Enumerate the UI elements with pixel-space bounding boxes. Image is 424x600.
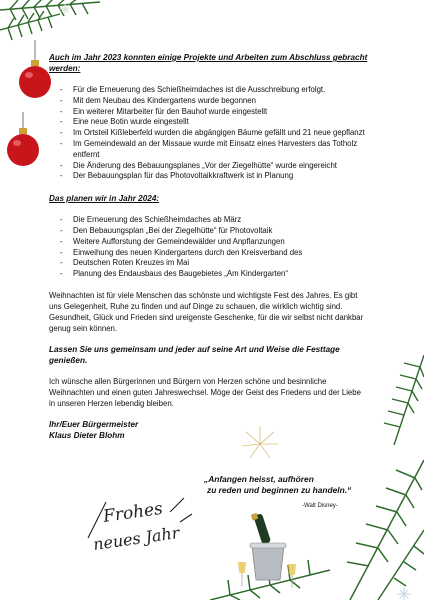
signature-name: Klaus Dieter Blohm: [49, 430, 125, 440]
list-item: - Planung des Endausbaus des Baugebietes „Am Kindergarten“: [60, 269, 288, 279]
letter-body: [49, 52, 369, 441]
list-item: - Weitere Aufforstung der Gemeindewälder und Anpflanzungen: [60, 236, 285, 246]
quote-line-2: zu reden und beginnen zu handeln.“: [207, 485, 352, 495]
quote-line-1: „Anfangen heisst, aufhören: [204, 474, 314, 484]
list-item: - Den Bebauungsplan „Bei der Ziegelhütte“ für Photovoltaik: [60, 225, 273, 235]
list-item: - Der Bebauungsplan für das Photovoltaikkraftwerk ist in Planung: [60, 171, 294, 181]
quote-author: -Walt Disney-: [302, 503, 338, 509]
section-heading-2023: Auch im Jahr 2023 konnten einige Projekte und Arbeiten zum Abschluss gebracht werden:: [49, 53, 368, 73]
christmas-paragraph: Weihnachten ist für viele Menschen das schönste und wichtigste Fest des Jahres. Es gibt uns Gelegenheit, Ruhe zu finden und auf Dinge zu schauen, die wirklich wichtig sind. Gesundheit, Glück und Frieden sind ureigenste Geschenke, für die wir selbst nicht dankbar genug sein können.: [49, 290, 364, 333]
quote-block: [204, 474, 384, 496]
script-line-frohes: Frohes: [101, 498, 165, 527]
section-heading-2024: Das planen wir in Jahr 2024:: [49, 194, 160, 204]
new-year-script-greeting: [84, 492, 194, 562]
holiday-wish-highlight: Lassen Sie uns gemeinsam und jeder auf seine Art und Weise die Festtage genießen.: [49, 344, 340, 365]
list-item: - Im Ortsteil Kißleberfeld wurden die abgängigen Bäume gefällt und 21 neue gepflanzt: [60, 128, 365, 138]
ornament-red-upper: [18, 40, 52, 106]
greeting-paragraph: Ich wünsche allen Bürgerinnen und Bürgern von Herzen schöne und besinnliche Weihnachten und einen guten Jahreswechsel. Möge der Geist des Friedens und der Liebe in unseren Herzen lebendig bleiben.: [49, 376, 361, 408]
list-item: - Im Gemeindewald an der Missaue wurde mit Einsatz eines Harvesters das Totholz entfernt: [60, 138, 358, 159]
list-item: - Die Erneuerung des Schießheimdaches ab März: [60, 215, 242, 225]
signature-title: Ihr/Euer Bürgermeister: [49, 419, 139, 429]
list-item: - Mit dem Neubau des Kindergartens wurde begonnen: [60, 95, 256, 105]
list-plans-2024: [49, 215, 369, 280]
fir-branch-right-upper: [374, 355, 424, 445]
script-line-neues-jahr: neues Jahr: [91, 523, 181, 554]
list-item: - Einweihung des neuen Kindergartens durch den Kreisverband des: [60, 247, 303, 257]
list-item: - Die Änderung des Bebauungsplanes „Vor der Ziegelhütte“ wurde eingereicht: [60, 160, 337, 170]
champagne-bucket-icon: [234, 510, 302, 596]
ornament-red-lower: [6, 112, 40, 172]
list-item: - Eine neue Botin wurde eingestellt: [60, 117, 189, 127]
list-item: - Deutschen Roten Kreuzes im Mai: [60, 258, 190, 268]
list-item: - Für die Erneuerung des Schießheimdaches ist die Ausschreibung erfolgt.: [60, 85, 326, 94]
list-item: - Ein weiterer Mitarbeiter für den Bauhof wurde eingestellt: [60, 106, 268, 116]
list-achievements-2023: [49, 85, 369, 182]
